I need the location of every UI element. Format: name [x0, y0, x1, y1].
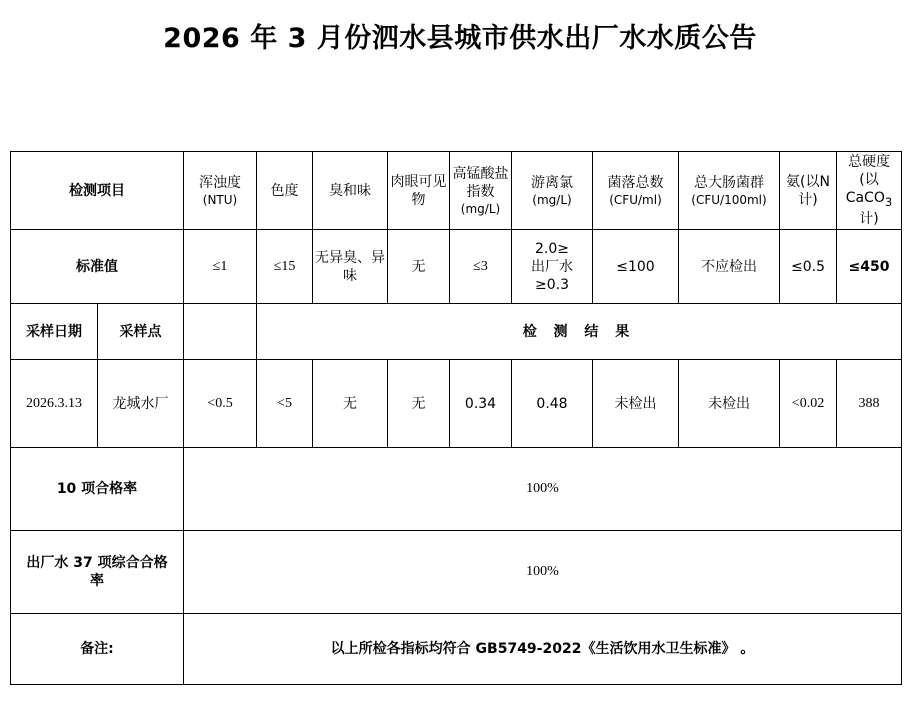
standard-chlorine-line2: 出厂水	[531, 258, 573, 275]
result-odor: 无	[313, 360, 388, 448]
remark-row	[11, 614, 902, 685]
result-turbidity: <0.5	[184, 360, 257, 448]
result-header-result: 检 测 结 果	[257, 304, 902, 360]
header-chlorine	[512, 152, 593, 230]
pass-rate-37-row	[11, 531, 902, 614]
header-cod	[450, 152, 512, 230]
header-hardness-end: 计)	[859, 211, 879, 228]
result-cod: 0.34	[450, 360, 512, 448]
header-row	[11, 152, 902, 230]
result-header-date: 采样日期	[11, 304, 98, 360]
result-date: 2026.3.13	[11, 360, 98, 448]
header-coliform	[679, 152, 780, 230]
header-bacteria-label: 菌落总数	[607, 174, 664, 191]
pass-rate-10-label: 10 项合格率	[11, 448, 184, 531]
result-header-blank	[184, 304, 257, 360]
header-turbidity-label: 浑浊度	[199, 174, 241, 191]
standard-ammonia: ≤0.5	[780, 230, 837, 304]
header-hardness-label: 总硬度(以CaCO	[845, 153, 890, 206]
result-hardness: 388	[837, 360, 902, 448]
result-coliform: 未检出	[679, 360, 780, 448]
header-chlorine-unit: (mg/L)	[532, 192, 572, 207]
standard-color: ≤15	[257, 230, 313, 304]
header-color: 色度	[257, 152, 313, 230]
result-header-row	[11, 304, 902, 360]
header-ammonia: 氨(以N计)	[780, 152, 837, 230]
page-title: 2026 年 3 月份泗水县城市供水出厂水水质公告	[163, 23, 757, 54]
standard-bacteria: ≤100	[593, 230, 679, 304]
header-chlorine-label: 游离氯	[531, 174, 573, 191]
water-quality-table	[10, 151, 902, 685]
remark-label: 备注:	[11, 614, 184, 685]
pass-rate-10-row	[11, 448, 902, 531]
standard-visible: 无	[388, 230, 450, 304]
header-hardness	[837, 152, 902, 230]
standard-hardness: ≤450	[837, 230, 902, 304]
header-item: 检测项目	[11, 152, 184, 230]
pass-rate-37-value: 100%	[184, 531, 902, 614]
result-row	[11, 360, 902, 448]
standard-chlorine-line3: ≥0.3	[535, 276, 569, 293]
result-bacteria: 未检出	[593, 360, 679, 448]
pass-rate-10-value: 100%	[184, 448, 902, 531]
header-coliform-unit: (CFU/100ml)	[691, 192, 767, 207]
header-hardness-sub: 3	[884, 194, 893, 209]
standard-coliform: 不应检出	[679, 230, 780, 304]
standard-chlorine	[512, 230, 593, 304]
standard-odor: 无异臭、异味	[313, 230, 388, 304]
result-color: <5	[257, 360, 313, 448]
standard-chlorine-line1: 2.0≥	[535, 240, 569, 257]
result-chlorine: 0.48	[512, 360, 593, 448]
remark-text: 以上所检各指标均符合 GB5749-2022《生活饮用水卫生标准》 。	[184, 614, 902, 685]
standard-cod: ≤3	[450, 230, 512, 304]
header-odor: 臭和味	[313, 152, 388, 230]
result-visible: 无	[388, 360, 450, 448]
header-coliform-label: 总大肠菌群	[694, 174, 764, 191]
result-header-point: 采样点	[98, 304, 184, 360]
header-cod-unit: (mg/L)	[460, 201, 501, 216]
standard-label: 标准值	[11, 230, 184, 304]
result-point: 龙城水厂	[98, 360, 184, 448]
header-turbidity	[184, 152, 257, 230]
header-cod-label: 高锰酸盐指数	[452, 165, 509, 200]
header-bacteria-unit: (CFU/ml)	[609, 192, 662, 207]
standard-row	[11, 230, 902, 304]
pass-rate-37-label: 出厂水 37 项综合合格率	[11, 531, 184, 614]
result-ammonia: <0.02	[780, 360, 837, 448]
header-visible: 肉眼可见物	[388, 152, 450, 230]
header-turbidity-unit: (NTU)	[202, 192, 238, 207]
standard-turbidity: ≤1	[184, 230, 257, 304]
header-bacteria	[593, 152, 679, 230]
